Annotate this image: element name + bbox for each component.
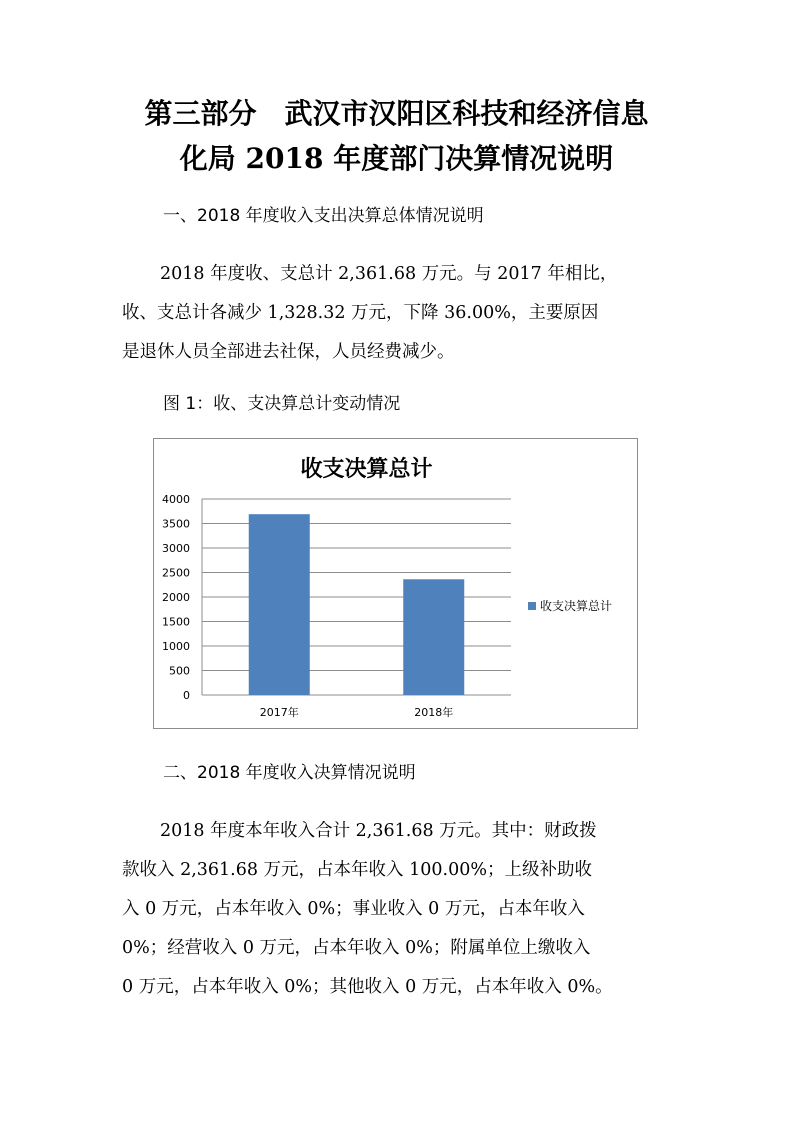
section-2-paragraph — [122, 812, 682, 1007]
section-2-heading: 二、2018 年度收入决算情况说明 — [163, 763, 416, 783]
document-title-line-1: 第三部分 武汉市汉阳区科技和经济信息 — [144, 97, 649, 130]
bar — [403, 579, 464, 695]
section-1-heading: 一、2018 年度收入支出决算总体情况说明 — [163, 206, 484, 226]
paragraph-line: 入 0 万元，占本年收入 0%；事业收入 0 万元，占本年收入 — [122, 899, 585, 919]
paragraph-line: 0 万元，占本年收入 0%；其他收入 0 万元，占本年收入 0%。 — [122, 977, 613, 997]
bar-chart — [154, 439, 639, 730]
y-tick-label: 3000 — [162, 542, 190, 555]
paragraph-line: 2018 年度收、支总计 2,361.68 万元。与 2017 年相比， — [160, 264, 618, 284]
document-title-line-2: 化局 2018 年度部门决算情况说明 — [179, 142, 614, 175]
y-tick-label: 0 — [183, 689, 190, 702]
legend-label: 收支决算总计 — [540, 599, 613, 613]
legend-swatch — [528, 602, 536, 610]
paragraph-line: 款收入 2,361.68 万元，占本年收入 100.00%；上级补助收 — [122, 860, 592, 880]
y-tick-label: 1000 — [162, 640, 190, 653]
paragraph-line: 收、支总计各减少 1,328.32 万元，下降 36.00%，主要原因 — [122, 303, 599, 323]
y-tick-label: 4000 — [162, 493, 190, 506]
paragraph-line: 是退休人员全部进去社保，人员经费减少。 — [122, 342, 455, 362]
bar — [249, 514, 310, 695]
y-tick-label: 500 — [169, 664, 190, 678]
paragraph-line: 0%；经营收入 0 万元，占本年收入 0%；附属单位上缴收入 — [122, 938, 591, 958]
x-tick-label: 2018年 — [414, 706, 454, 719]
y-tick-label: 1500 — [162, 615, 190, 629]
section-1-paragraph — [122, 255, 682, 372]
y-tick-label: 2500 — [162, 566, 190, 580]
figure-1-caption: 图 1：收、支决算总计变动情况 — [163, 394, 401, 414]
x-tick-label: 2017年 — [259, 706, 299, 719]
chart-title: 收支决算总计 — [300, 457, 433, 482]
y-tick-label: 2000 — [162, 591, 190, 604]
y-tick-label: 3500 — [162, 517, 190, 531]
chart-frame — [153, 438, 638, 729]
paragraph-line: 2018 年度本年收入合计 2,361.68 万元。其中：财政拨 — [160, 821, 597, 841]
